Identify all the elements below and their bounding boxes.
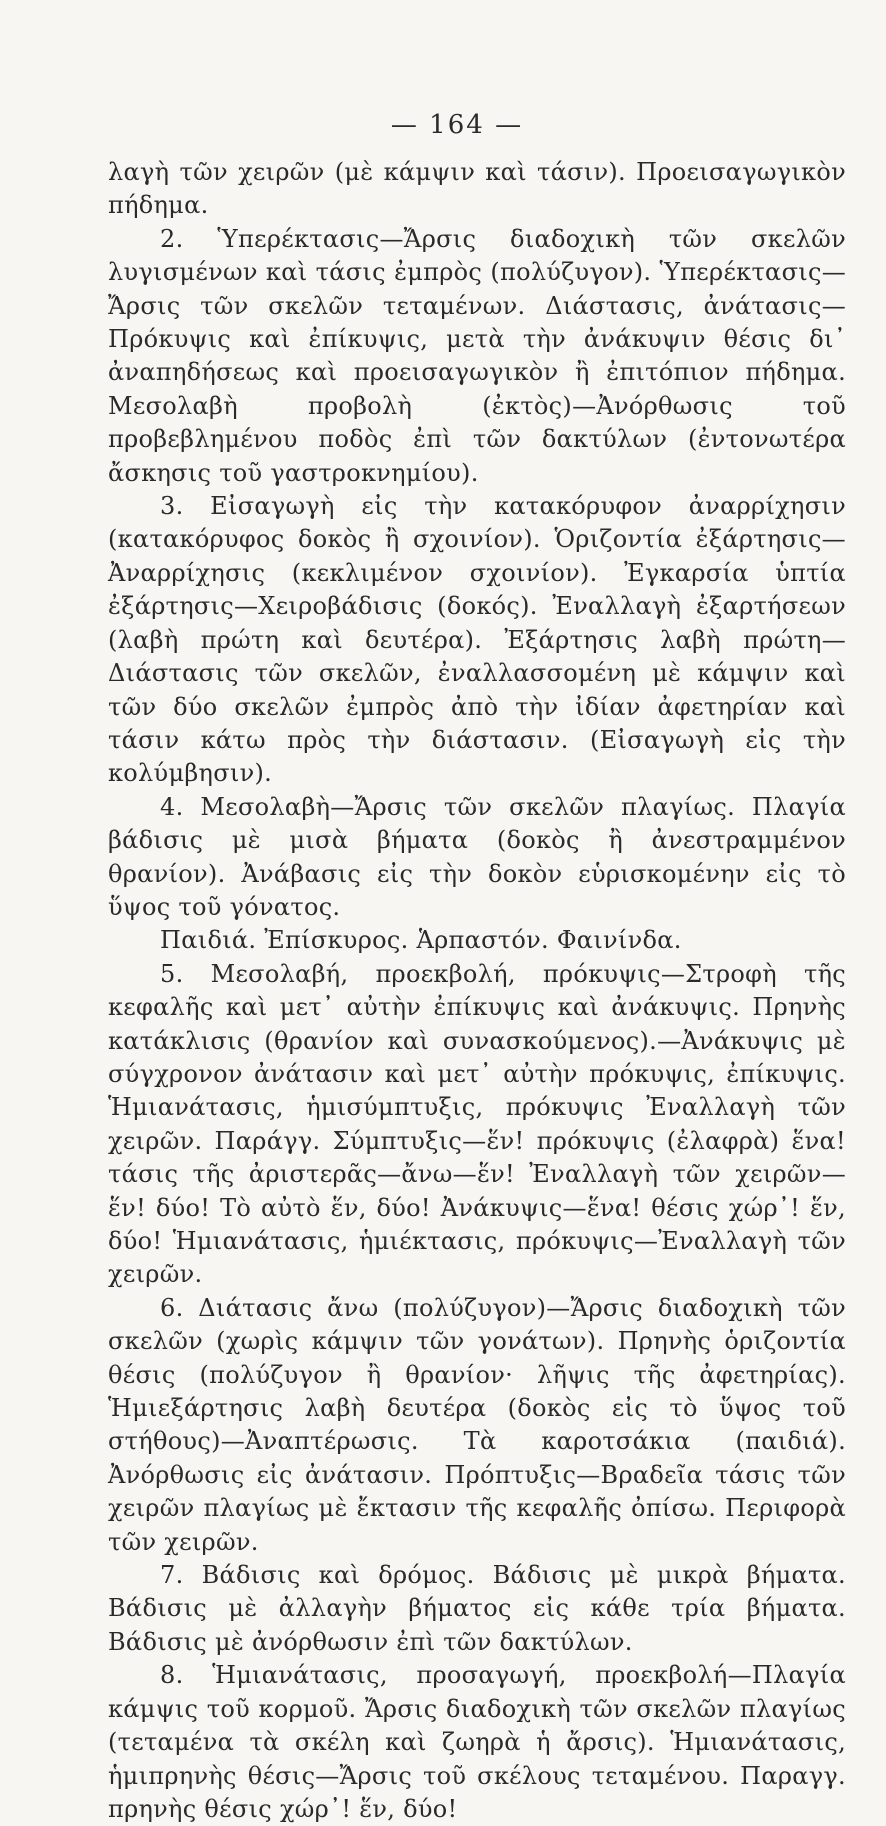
- paragraph: λαγὴ τῶν χειρῶν (μὲ κάμψιν καὶ τάσιν). Προεισαγωγικὸν πήδημα.: [108, 158, 846, 220]
- paragraph: 7. Βάδισις καὶ δρόμος. Βάδισις μὲ μικρὰ βήματα. Βάδισις μὲ ἀλλαγὴν βήματος εἰς κάθε τρία βήματα. Βάδισις μὲ ἀνόρθωσιν ἐπὶ τῶν δακτύλων.: [108, 1561, 846, 1656]
- paragraph: 4. Μεσολαβὴ—Ἄρσις τῶν σκελῶν πλαγίως. Πλαγία βάδισις μὲ μισὰ βήματα (δοκὸς ἢ ἀνεστραμμένον θρανίον). Ἀνάβασις εἰς τὴν δοκὸν εὑρισκομένην εἰς τὸ ὕψος τοῦ γόνατος.: [108, 792, 846, 921]
- paragraph: Παιδιά. Ἐπίσκυρος. Ἁρπαστόν. Φαινίνδα.: [160, 926, 682, 955]
- body-text: [108, 156, 846, 1826]
- page-number: — 164 —: [390, 110, 524, 140]
- paragraph: 2. Ὑπερέκτασις—Ἄρσις διαδοχικὴ τῶν σκελῶν λυγισμένων καὶ τάσις ἐμπρὸς (πολύζυγον). Ὑπερέκτασις—Ἄρσις τῶν σκελῶν τεταμένων. Διάστασις, ἀνάτασις—Πρόκυψις καὶ ἐπίκυψις, μετὰ τὴν ἀνάκυψιν θέσις δι᾽ ἀναπηδήσεως καὶ προεισαγωγικὸν ἢ ἐπιτόπιον πήδημα. Μεσολαβὴ προβολὴ (ἐκτὸς)—Ἀνόρθωσις τοῦ προβεβλημένου ποδὸς ἐπὶ τῶν δακτύλων (ἐντονωτέρα ἄσκησις τοῦ γαστροκνημίου).: [108, 224, 846, 487]
- paragraph: 6. Διάτασις ἄνω (πολύζυγον)—Ἄρσις διαδοχικὴ τῶν σκελῶν (χωρὶς κάμψιν τῶν γονάτων). Πρηνὴς ὁριζοντία θέσις (πολύζυγον ἢ θρανίον· λῆψις τῆς ἀφετηρίας). Ἡμιεξάρτησις λαβὴ δευτέρα (δοκὸς εἰς τὸ ὕψος τοῦ στήθους)—Ἀναπτέρωσις. Τὰ καροτσάκια (παιδιά). Ἀνόρθωσις εἰς ἀνάτασιν. Πρόπτυξις—Βραδεῖα τάσις τῶν χειρῶν πλαγίως μὲ ἔκτασιν τῆς κεφαλῆς ὀπίσω. Περιφορὰ τῶν χειρῶν.: [108, 1293, 846, 1556]
- paragraph: 5. Μεσολαβή, προεκβολή, πρόκυψις—Στροφὴ τῆς κεφαλῆς καὶ μετ᾽ αὐτὴν ἐπίκυψις καὶ ἀνάκυψις. Πρηνὴς κατάκλισις (θρανίον καὶ συνασκούμενος).—Ἀνάκυψις μὲ σύγχρονον ἀνάτασιν καὶ μετ᾽ αὐτὴν πρόκυψις, ἐπίκυψις. Ἡμιανάτασις, ἡμισύμπτυξις, πρόκυψις Ἐναλλαγὴ τῶν χειρῶν. Παράγγ. Σύμπτυξις—ἕν! πρόκυψις (ἐλαφρὰ) ἕνα! τάσις τῆς ἀριστερᾶς—ἄνω—ἕν! Ἐναλλαγὴ τῶν χειρῶν—ἕν! δύο! Τὸ αὐτὸ ἕν, δύο! Ἀνάκυψις—ἕνα! θέσις χώρ᾽! ἕν, δύο! Ἡμιανάτασις, ἡμιέκτασις, πρόκυψις—Ἐναλλαγὴ τῶν χειρῶν.: [108, 959, 846, 1289]
- paragraph: 3. Εἰσαγωγὴ εἰς τὴν κατακόρυφον ἀναρρίχησιν (κατακόρυφος δοκὸς ἢ σχοινίον). Ὁριζοντία ἐξάρτησις—Ἀναρρίχησις (κεκλιμένον σχοινίον). Ἐγκαρσία ὑπτία ἐξάρτησις—Χειροβάδισις (δοκός). Ἐναλλαγὴ ἐξαρτήσεων (λαβὴ πρώτη καὶ δευτέρα). Ἐξάρτησις λαβὴ πρώτη—Διάστασις τῶν σκελῶν, ἐναλλασσομένη μὲ κάμψιν καὶ τῶν δύο σκελῶν ἐμπρὸς ἀπὸ τὴν ἰδίαν ἀφετηρίαν καὶ τάσιν κάτω πρὸς τὴν διάστασιν. (Εἰσαγωγὴ εἰς τὴν κολύμβησιν).: [108, 492, 846, 788]
- paragraph: 8. Ἡμιανάτασις, προσαγωγή, προεκβολή—Πλαγία κάμψις τοῦ κορμοῦ. Ἄρσις διαδοχικὴ τῶν σκελῶν πλαγίως (τεταμένα τὰ σκέλη καὶ ζωηρὰ ἡ ἄρσις). Ἡμιανάτασις, ἡμιπρηνὴς θέσις—Ἄρσις τοῦ σκέλους τεταμένου. Παραγγ. πρηνὴς θέσις χώρ᾽! ἕν, δύο!: [108, 1661, 846, 1823]
